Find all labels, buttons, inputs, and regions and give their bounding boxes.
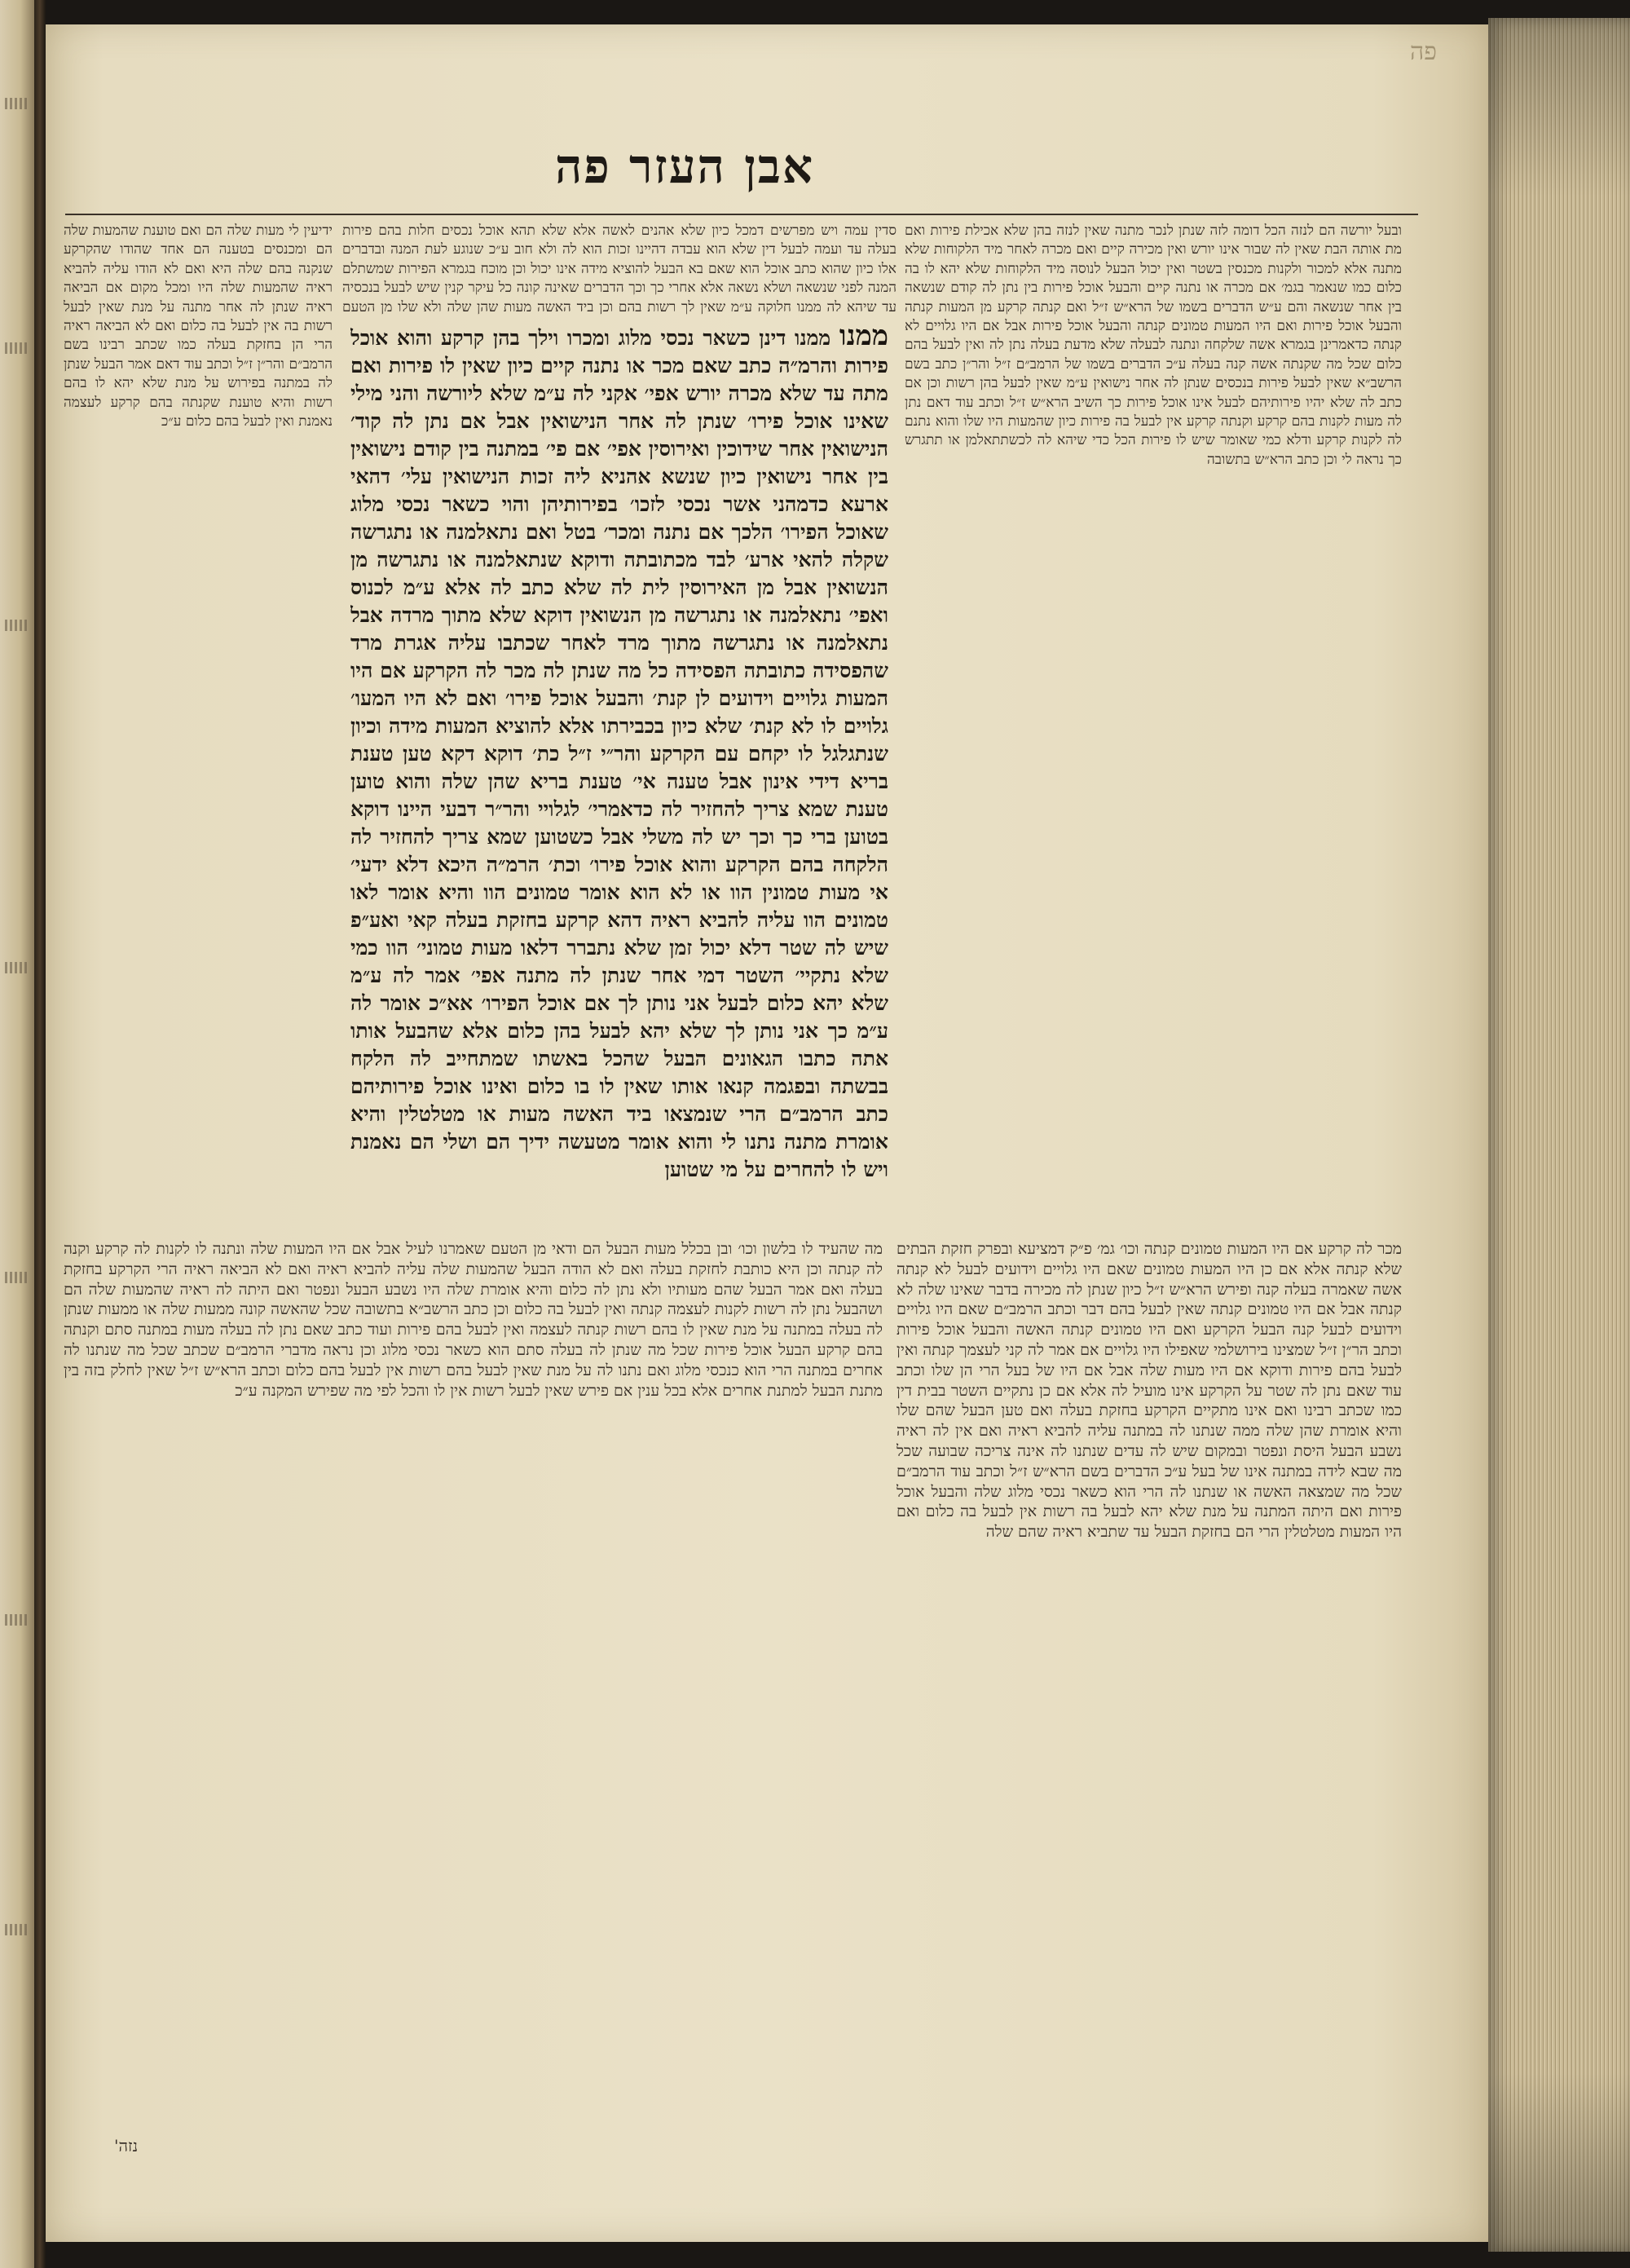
commentary-lower-left-text: מה שהעיד לו בלשון וכו׳ ובן בכלל מעות הבעל הם ודאי מן הטעם שאמרנו לעיל אבל אם היו המעות שלה ונתנה לו לקנות לה קרקע וקנה לה קנתה וכן היא כותבת לחזקת בעלה ואם לא הודה הבעל שהמעות שלה עליה להביא ראיה ואם לא הביאה ראיה הרי הקרקע בחזקת בעלה ואם אמר הבעל שהם מעותיו ולא נתן לה כלום והיא אומרת שלה היו נשבע הבעל ונפטר ואם היתה לה ראיה שהמעות שלה הם ושהבעל נתן לה רשות לקנות לעצמה קנתה ואין לבעל בה כלום וכן כתב הרשב״א בתשובה שכל שהאשה קונה ממעות שלה או ממעות שנתן לה בעלה במתנה על מנת שאין לו בהם רשות קנתה לעצמה ואין לבעל בהם פירות ועוד כתב שאם נתן לה בעלה מעות במתנה סתם וקנתה בהם קרקע הבעל אוכל פירות שכל מה שנתן לה בעלה סתם הוא כשאר נכסי מלוג וכן נראה מדברי הרמב״ם שכתב שכל מה שנתנו לה אחרים במתנה הרי הוא כנכסי מלוג ואם נתנו לה על מנת שאין לבעל בהם רשות אין לבעל בהם כלום וכתב הרא״ש ז״ל שאין לחלק בזה בין מתנת הבעל למתנת אחרים אלא בכל ענין אם פירש שאין לבעל רשות אין לו והכל לפי מה שפירש המקנה ע״כ — [64, 1240, 883, 1400]
commentary-far-left-text: ידיעין לי מעות שלה הם ואם טוענת שהמעות שלה הם ומכנסים בטענה הם אחד שהודו שהקרקע שנקנה בהם שלה היא ואם לא הודו עליה להביא ראיה שהמעות שלה היו ומכל מקום אם הביאה ראיה שנתן לה אחר מתנה על מנת שאין לבעל רשות בה אין לבעל בה כלום ואם לא הביאה ראיה הרי הן בחזקת בעלה כמו שכתב רבינו בשם הרמב״ם והר״ן ז״ל וכתב עוד דאם אמר הבעל שנתן לה במתנה בפירוש על מנת שלא יהא לו בהם רשות והיא טוענת שקנתה בהם קרקע לעצמה נאמנת ואין לבעל בהם כלום ע״כ — [64, 223, 333, 430]
page-stack-edges — [1488, 18, 1630, 2252]
commentary-lower-right-text: מכר לה קרקע אם היו המעות טמונים קנתה וכו׳ גמ׳ פ״ק דמציעא ובפרק חזקת הבתים שלא קנתה אלא אם כן היו המעות טמונים שאם היו גלויים וידועים לבעל לא קנתה אשה שאמרה בעלה קנה ופירש הרא״ש ז״ל כיון שנתן לה מכירה בדבר שאינו שלה לא קנתה אבל אם היו טמונים קנתה שאין לבעל בהם דבר וכתב הרמב״ם שאם היו גלויים וידועים לבעל קנה הבעל הקרקע ואם היו טמונים קנתה האשה והבעל אוכל פירות וכתב הר״ן ז״ל שמצינו בירושלמי שאפילו היו גלויים אם אמר לה קני לעצמך קנתה ואין לבעל בהם פירות ודוקא אם היו מעות שלה אבל אם היו של בעל הרי הן שלו וכתב עוד שאם נתן לה שטר על הקרקע אינו מועיל לה אלא אם כן נתקיים השטר בבית דין כמו שכתב רבינו ואם אינו מתקיים הקרקע בחזקת בעלה ואם טען הבעל שהם שלו והיא אומרת שהן שלה ממה שנתנו לה במתנה עליה להביא ראיה ואם אין לה ראיה נשבע הבעל היסת ונפטר ובמקום שיש לה עדים שנתנו לה אינה צריכה שבועה שכל מה שבא לידה במתנה אינו של בעל ע״כ הדברים בשם הרא״ש ז״ל וכתב עוד הרמב״ם שכל מה שמצאה האשה או שנתנו לה הרי הוא כשאר נכסי מלוג שלה והבעל אוכל פירות ואם היתה המתנה על מנת שלא יהא לבעל בה רשות אין לבעל בה כלום ואם היו המעות מטלטלין הרי הם בחזקת הבעל עד שתביא ראיה שהם שלה — [896, 1240, 1402, 1542]
page-header-title: אבן העזר פה — [554, 139, 815, 194]
corner-page-mark: פה — [1410, 38, 1437, 66]
commentary-lower-left-column — [64, 1239, 883, 2120]
commentary-right-column — [905, 222, 1402, 1233]
main-text-opening-word: ממנו — [839, 322, 888, 352]
book-spine-gutter — [34, 0, 46, 2268]
commentary-left-upper-column — [342, 222, 896, 315]
commentary-lower-right-column — [896, 1239, 1402, 2152]
commentary-far-left-column — [64, 222, 333, 1233]
commentary-right-text: ובעל יורשה הם לנזה הכל דומה לזה שנתן לנכר מתנה שאין לנזה בהן שלא אכילת פירות ואם מת אותה הבת שאין לה שבור אינו יורש ואין מכירה קיים ואם מכרה לאחר מיד הלקוחות שלא מתנה אלא למכור ולקנות מכנסין בשטר ואין יכול הבעל לנוסה מיד הלקוחות שלא יהא לו בה כלום כמו שנאמר בגמ׳ אם מכרה או נתנה קיים והבעל אוכל פירות בין נתן לה קודם שנשאה בין אחר שנשאה והם ע״ש הדברים בשמו של הרא״ש ז״ל ואם קנתה קרקע מן המעות קנתה והבעל אוכל פירות ואם היו המעות טמונים קנתה והבעל אוכל פירות אבל אם היו גלויים לא קנתה כדאמרינן בגמרא אשה שלקחה ונתנה לבעלה שלא מדעת בעלה נתן לה ואין לבעל בהם כלום שכל מה שקנתה אשה קנה בעלה ע״כ הדברים בשמו של הרמב״ם ז״ל והר״ן כתב בשם הרשב״א שאין לבעל פירות בנכסים שנתן לה אחר נישואין ע״מ שאין לבעל בהן רשות וכן אם כתב לה שלא יהיו פירותיהם לבעל אינו אוכל פירות כך השיב הרא״ש ז״ל וכתב עוד דאם נתן לה מעות לקנות בהם קרקע וקנתה קרקע אין לבעל בה פירות כיון שהמעות היו שלו והוא נתנם לה לקנות קרקע ודלא כמי שאומר שיש לו פירות הכל כדי שיהא לה לכשתתאלמן או תתגרש כך נראה לי וכן כתב הרא״ש בתשובה — [905, 223, 1402, 468]
main-text-column — [350, 322, 888, 1219]
catchword: נזה' — [114, 2136, 139, 2155]
commentary-left-upper-text: סדין עמה ויש מפרשים דמכל כיון שלא אהנים לאשה אלא שלא תהא אוכל נכסים חלות בהם פירות בעלה עד ועמה לבעל דין שלא הוא עבדה דהיינו זכות הוא לה ולא חוב ע״כ שנוגע לעת המנה ובדברים אלו כיון שהוא כתב אוכל הוא שאם בא הבעל להוציא מידה אינו יכול וכן מוכח בגמרא הפירות שמשתלם המנה לפני שנשאה ושלא נשאה אלא אחרי כך וכך הדברים שאינה קונה כל עיקר קנין שיש לבעל בנכסיה עד שיהא לה ממנו חלוקה ע״מ שאין לך רשות בהם וכן ביד האשה מעות שהן שלה ולא שלו מן הטעם — [342, 223, 896, 315]
adjacent-left-page-edge — [0, 0, 34, 2268]
header-rule — [65, 214, 1418, 215]
main-text-body: ממנו דינן כשאר נכסי מלוג ומכרו וילך בהן קרקע והוא אוכל פירות והרמ״ה כתב שאם מכר או נתנה קיים כיון שאין לו פירות ואם מתה עד שלא מכרה יורש אפי׳ אקני לה ע״מ שלא ליורשה והני מילי שאינו אוכל פירו׳ שנתן לה אחר הנישואין אבל אם נתן לה קוד׳ הנישואין אחר שידוכין ואירוסין אפי׳ אם פי׳ במתנה בין קודם נישואין בין אחר נישואין כיון שנשא אהניא ליה זכות הנישואין עלי׳ דהאי ארעא כדמהני אשר נכסי לזכו׳ בפירותיהן והוי כשאר נכסי מלוג שאוכל הפירו׳ הלכך אם נתנה ומכר׳ בטל ואם נתאלמנה או נתגרשה שקלה להאי ארע׳ לבד מכתובתה ודוקא שנתאלמנה או נתגרשה מן הנשואין אבל מן האירוסין לית לה שלא כתב לה אלא ע״מ לכנוס ואפי׳ נתאלמנה או נתגרשה מן הנשואין דוקא שלא מתוך מרדה אבל נתאלמנה או נתגרשה מתוך מרד לאחר שכתבו עליה אגרת מרד שהפסידה כתובתה הפסידה כל מה שנתן לה מכר לה הקרקע אם היו המעות גלויים וידועים לן קנת׳ והבעל אוכל פירו׳ ואם לא היו המעו׳ גלויים לו לא קנת׳ שלא כיון בכבירתו אלא להוציא המעות מידה וכיון שנתגלגל לו יקחם עם הקרקע והר״י ז״ל כת׳ דוקא דקא טען טענת בריא דידי אינון אבל טענה אי׳ טענת בריא שהן שלה והוא טוען טענת שמא צריך להחזיר לה כדאמרי׳ לגלויי והר״ר דבעי היינו דוקא בטוען ברי כך וכך יש לה משלי אבל כשטוען שמא צריך להחזיר לה הלקחה בהם הקרקע והוא אוכל פירו׳ וכת׳ הרמ״ה היכא דלא ידעי׳ אי מעות טמונין הוו או לא הוא אומר טמונים הוו והיא אומר לאו טמונים הוו עליה להביא ראיה דהא קרקע בחזקת בעלה קאי ואע״פ שיש לה שטר דלא יכול זמן שלא נתברר דלאו מעות טמוני׳ הוו כמי שלא נתקיי׳ השטר דמי אחר שנתן לה מתנה אפי׳ אמר לה ע״מ שלא יהא כלום לבעל אני נותן לך אם אוכל הפירו׳ אא״כ אומר לה ע״מ כך אני נותן לך שלא יהא לבעל בהן כלום אלא שהבעל אותו אתה כתבו הגאונים הבעל שהכל באשתו שמתחייב לה הלקח בבשתה ובפגמה קנאו אותו שאין לו בו כלום ואינו אוכל פירותיהם כתב הרמב״ם הרי שנמצאו ביד האשה מעות או מטלטלין והיא אומרת מתנה נתנו לי והוא אומר מטעשה ידיך הם ושלי הם נאמנת ויש לו להחרים על מי שטוען — [350, 326, 888, 1181]
